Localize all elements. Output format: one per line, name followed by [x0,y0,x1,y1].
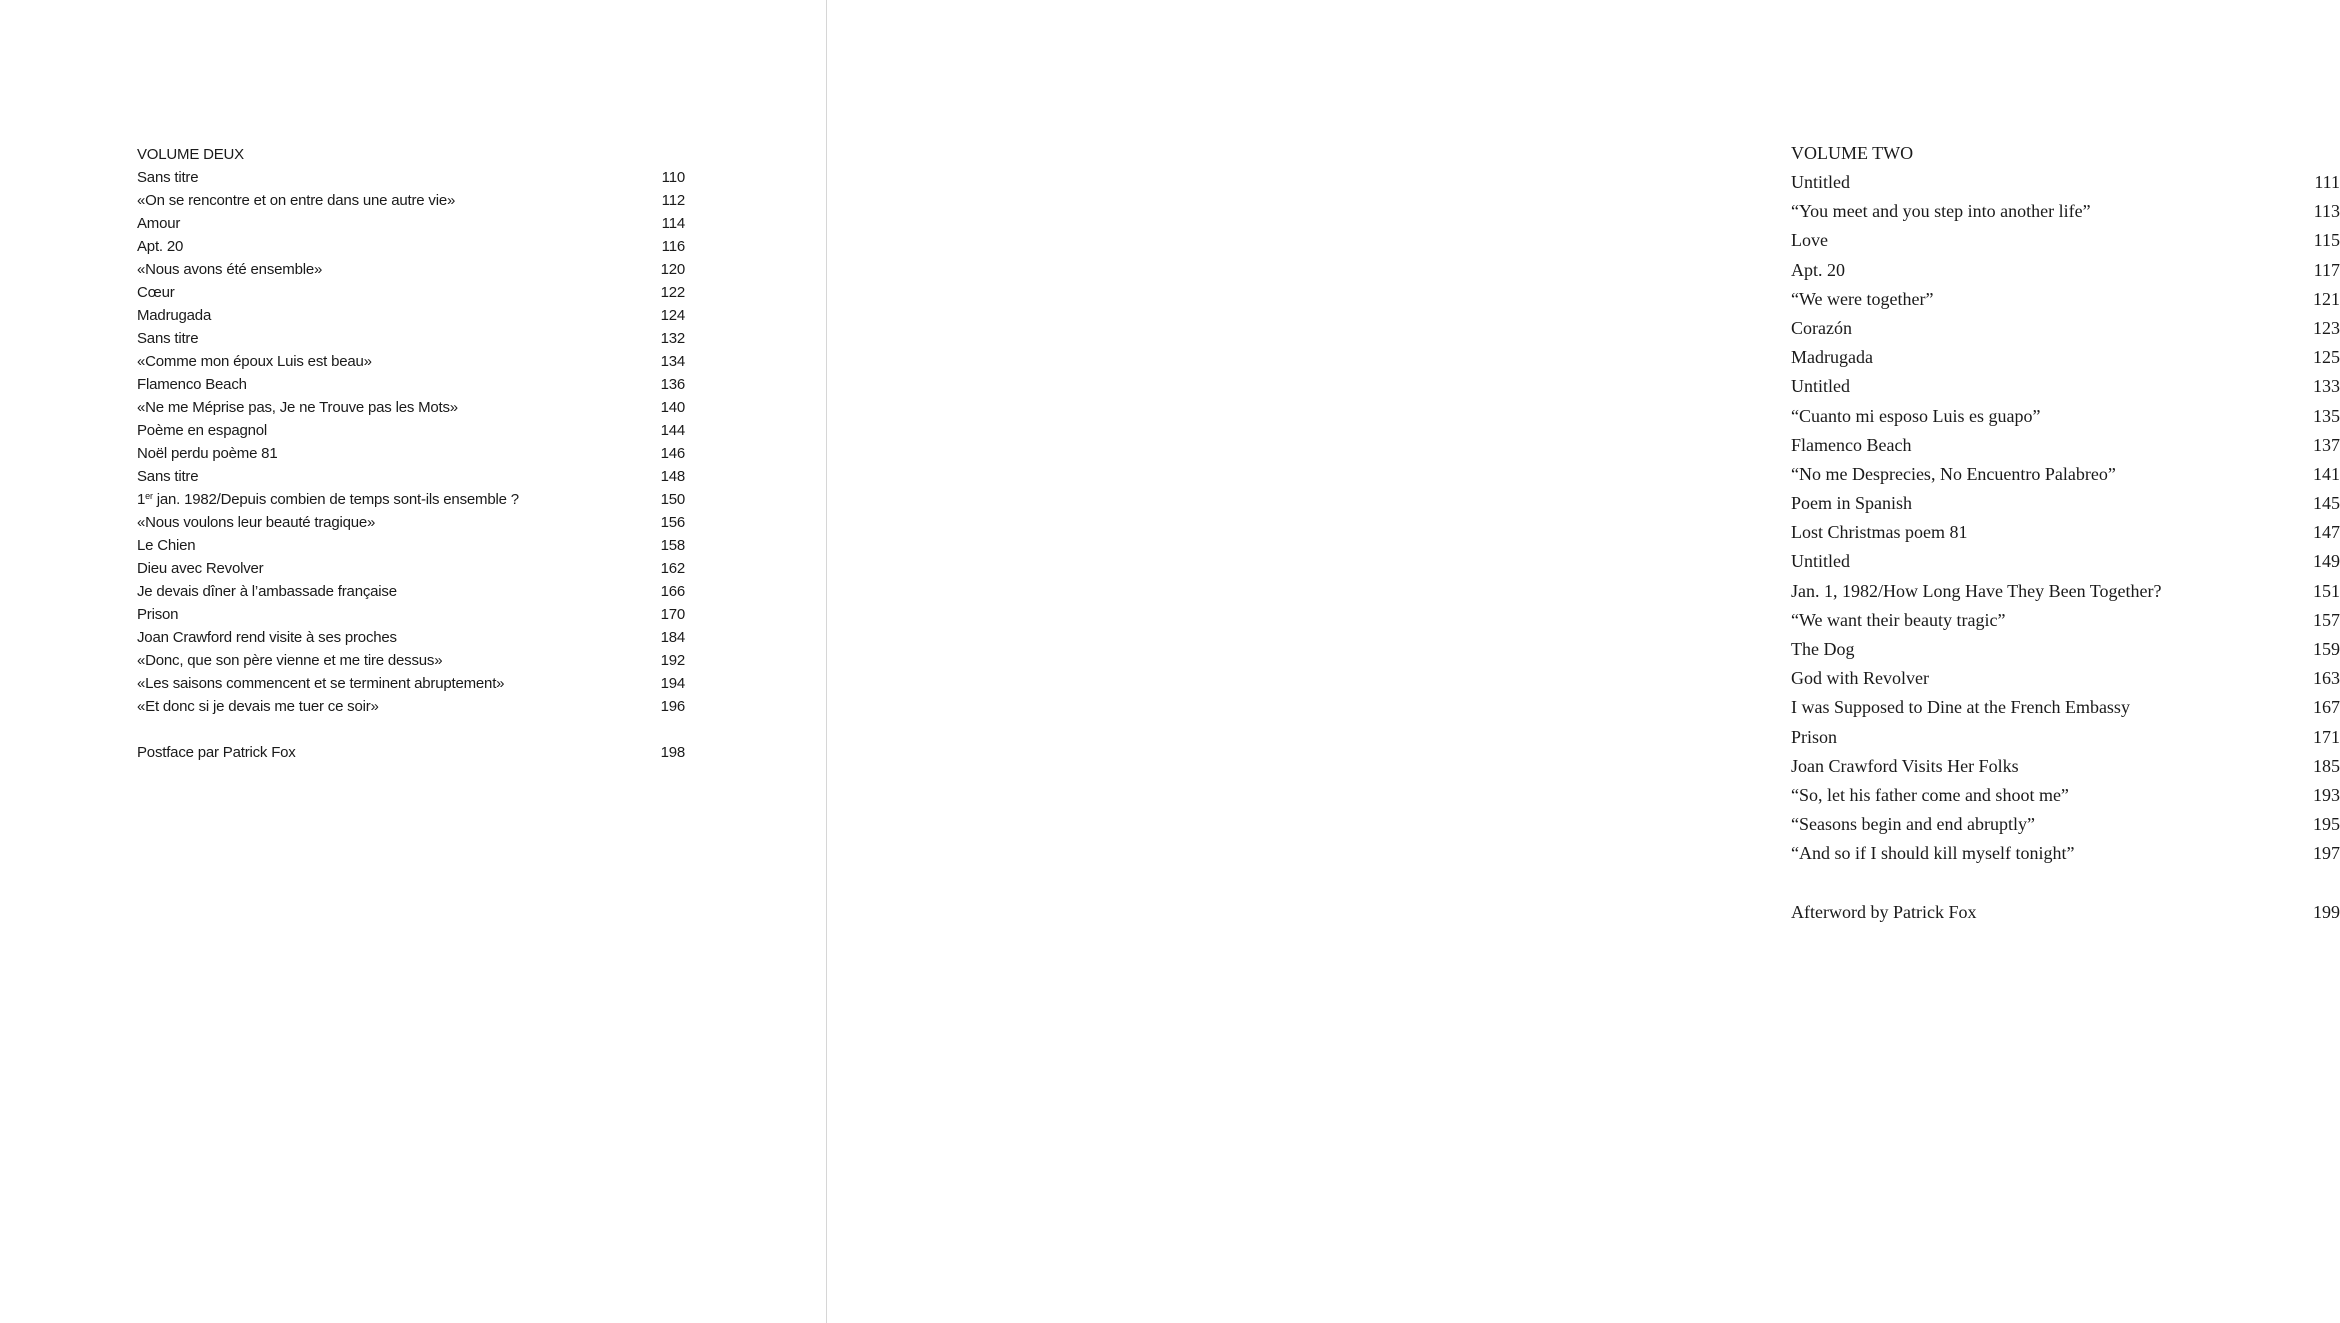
entry-page-number: 149 [2313,551,2340,572]
entry-page-number: 110 [661,169,685,186]
entry-title: Sans titre [137,468,199,485]
toc-entry [137,350,685,373]
entry-page-number: 192 [660,652,685,669]
entry-page-number: 140 [660,399,685,416]
toc-entry [1791,168,2340,197]
section-spacer [137,718,685,741]
entry-title: Le Chien [137,537,196,554]
toc-entry [137,189,685,212]
toc-entry [137,281,685,304]
entry-page-number: 194 [660,675,685,692]
entry-title: Poem in Spanish [1791,493,1913,514]
right-page [827,0,2340,1323]
toc-entry [1791,547,2340,576]
toc-entry [1791,197,2340,226]
entry-page-number: 112 [661,192,685,209]
entry-title: “So, let his father come and shoot me” [1791,784,2069,805]
toc-entry [137,396,685,419]
entry-title: Untitled [1791,551,1850,572]
entry-title: Jan. 1, 1982/How Long Have They Been Together? [1791,580,2162,601]
entry-title: Joan Crawford rend visite à ses proches [137,629,397,646]
entry-page-number: 120 [660,261,685,278]
toc-entry [137,304,685,327]
volume-heading: VOLUME DEUX [137,146,244,163]
entry-page-number: 198 [660,744,685,761]
entry-page-number: 184 [660,629,685,646]
toc-entry [1791,285,2340,314]
entry-title: Dieu avec Revolver [137,560,264,577]
entry-page-number: 193 [2313,784,2340,805]
entry-page-number: 117 [2313,259,2340,280]
entry-page-number: 199 [2313,901,2340,922]
toc-entry [1791,460,2340,489]
entry-page-number: 197 [2313,843,2340,864]
entry-title: Postface par Patrick Fox [137,744,296,761]
toc-entry [137,580,685,603]
toc-entry [1791,256,2340,285]
entry-title: Sans titre [137,169,199,186]
toc-entry [1791,693,2340,722]
entry-page-number: 115 [2313,230,2340,251]
entry-page-number: 132 [660,330,685,347]
entry-page-number: 156 [660,514,685,531]
toc-entry [137,235,685,258]
toc-entry [1791,664,2340,693]
entry-title: «Comme mon époux Luis est beau» [137,353,372,370]
toc-entry [137,327,685,350]
entry-page-number: 144 [660,422,685,439]
entry-page-number: 114 [661,215,685,232]
toc-entry [1791,489,2340,518]
date-day: 1 [137,491,146,508]
entry-title: Flamenco Beach [137,376,247,393]
entry-title: Prison [1791,726,1838,747]
toc-entry [1791,810,2340,839]
entry-title: Madrugada [1791,347,1873,368]
entry-page-number: 163 [2313,668,2340,689]
left-page [0,0,826,1323]
entry-page-number: 170 [660,606,685,623]
toc-entry [137,511,685,534]
toc-entry [1791,752,2340,781]
entry-page-number: 116 [661,238,685,255]
toc-entry [1791,518,2340,547]
entry-page-number: 195 [2313,814,2340,835]
entry-title: «Ne me Méprise pas, Je ne Trouve pas les Mots» [137,399,458,416]
entry-page-number: 134 [660,353,685,370]
entry-title-rest: jan. 1982/Depuis combien de temps sont-ils ensemble ? [152,491,519,508]
entry-page-number: 121 [2313,288,2340,309]
entry-page-number: 157 [2313,609,2340,630]
entry-title: Flamenco Beach [1791,434,1912,455]
entry-page-number: 122 [660,284,685,301]
entry-title: Apt. 20 [1791,259,1845,280]
entry-page-number: 159 [2313,639,2340,659]
entry-page-number: 137 [2313,434,2340,455]
entry-title: Cœur [137,284,175,301]
entry-title: The Dog [1791,639,1855,659]
table-of-contents-french [137,143,685,764]
entry-page-number: 111 [2314,172,2340,192]
entry-page-number: 166 [660,583,685,600]
entry-page-number: 185 [2313,755,2340,776]
toc-entry [137,166,685,189]
section-spacer [1791,869,2340,898]
entry-title: Love [1791,230,1828,251]
entry-title: Prison [137,606,179,623]
entry-page-number: 167 [2313,697,2340,718]
toc-entry [137,465,685,488]
entry-title: «On se rencontre et on entre dans une autre vie» [137,192,456,209]
toc-entry [1791,577,2340,606]
entry-page-number: 123 [2313,317,2340,338]
entry-title: Apt. 20 [137,238,184,255]
entry-title [137,488,519,511]
entry-title: “You meet and you step into another life” [1791,201,2091,222]
entry-title: «Nous avons été ensemble» [137,261,323,278]
entry-title: God with Revolver [1791,668,1929,689]
toc-entry [137,373,685,396]
toc-entry [137,672,685,695]
toc-entry [137,603,685,626]
entry-title: “Cuanto mi esposo Luis es guapo” [1791,405,2041,426]
toc-entry [1791,781,2340,810]
toc-entry-afterword [1791,898,2340,927]
toc-entry [1791,402,2340,431]
entry-page-number: 136 [660,376,685,393]
entry-title: Joan Crawford Visits Her Folks [1791,755,2019,776]
entry-title: «Les saisons commencent et se terminent abruptement» [137,675,505,692]
toc-entry [137,419,685,442]
entry-page-number: 146 [660,445,685,462]
toc-entry [137,695,685,718]
entry-title: Madrugada [137,307,212,324]
entry-page-number: 158 [660,537,685,554]
entry-title: “Seasons begin and end abruptly” [1791,814,2035,835]
entry-title: Untitled [1791,172,1850,192]
entry-title: “We want their beauty tragic” [1791,609,2006,630]
entry-page-number: 147 [2313,522,2340,543]
entry-page-number: 150 [660,491,685,508]
toc-entry [137,442,685,465]
entry-page-number: 135 [2313,405,2340,426]
entry-title: Poème en espagnol [137,422,268,439]
entry-title: Amour [137,215,181,232]
entry-page-number: 171 [2313,726,2340,747]
toc-entry [1791,606,2340,635]
entry-page-number: 141 [2313,463,2340,484]
volume-heading: VOLUME TWO [1791,143,1914,163]
entry-title: Untitled [1791,376,1850,397]
entry-page-number: 124 [660,307,685,324]
entry-title: “No me Desprecies, No Encuentro Palabreo” [1791,463,2116,484]
toc-entry [137,534,685,557]
entry-page-number: 151 [2313,580,2340,601]
toc-entry [137,258,685,281]
entry-page-number: 148 [660,468,685,485]
toc-entry [137,557,685,580]
toc-entry [1791,314,2340,343]
toc-entry [1791,431,2340,460]
toc-entry [1791,372,2340,401]
toc-entry [137,488,685,511]
entry-title: “And so if I should kill myself tonight” [1791,843,2075,864]
entry-page-number: 196 [660,698,685,715]
entry-page-number: 145 [2313,493,2340,514]
toc-entry [1791,723,2340,752]
toc-entry [1791,226,2340,255]
entry-page-number: 113 [2313,201,2340,222]
entry-page-number: 125 [2313,347,2340,368]
entry-title: Afterword by Patrick Fox [1791,901,1977,922]
toc-entry [1791,635,2340,664]
toc-entry-afterword [137,741,685,764]
entry-title: «Nous voulons leur beauté tragique» [137,514,376,531]
entry-title: Lost Christmas poem 81 [1791,522,1968,543]
toc-entry [1791,343,2340,372]
entry-title: Corazón [1791,317,1852,338]
entry-title: «Donc, que son père vienne et me tire dessus» [137,652,443,669]
entry-title: Je devais dîner à l’ambassade française [137,583,397,600]
toc-entry [1791,839,2340,868]
entry-page-number: 133 [2313,376,2340,397]
ordinal-suffix: er [145,491,153,501]
entry-title: Noël perdu poème 81 [137,445,278,462]
toc-entry [137,626,685,649]
toc-entry [137,649,685,672]
entry-page-number: 162 [660,560,685,577]
toc-entry [137,212,685,235]
table-of-contents-english [1791,139,2340,927]
entry-title: I was Supposed to Dine at the French Embassy [1791,697,2130,718]
entry-title: «Et donc si je devais me tuer ce soir» [137,698,379,715]
entry-title: Sans titre [137,330,199,347]
entry-title: “We were together” [1791,288,1934,309]
